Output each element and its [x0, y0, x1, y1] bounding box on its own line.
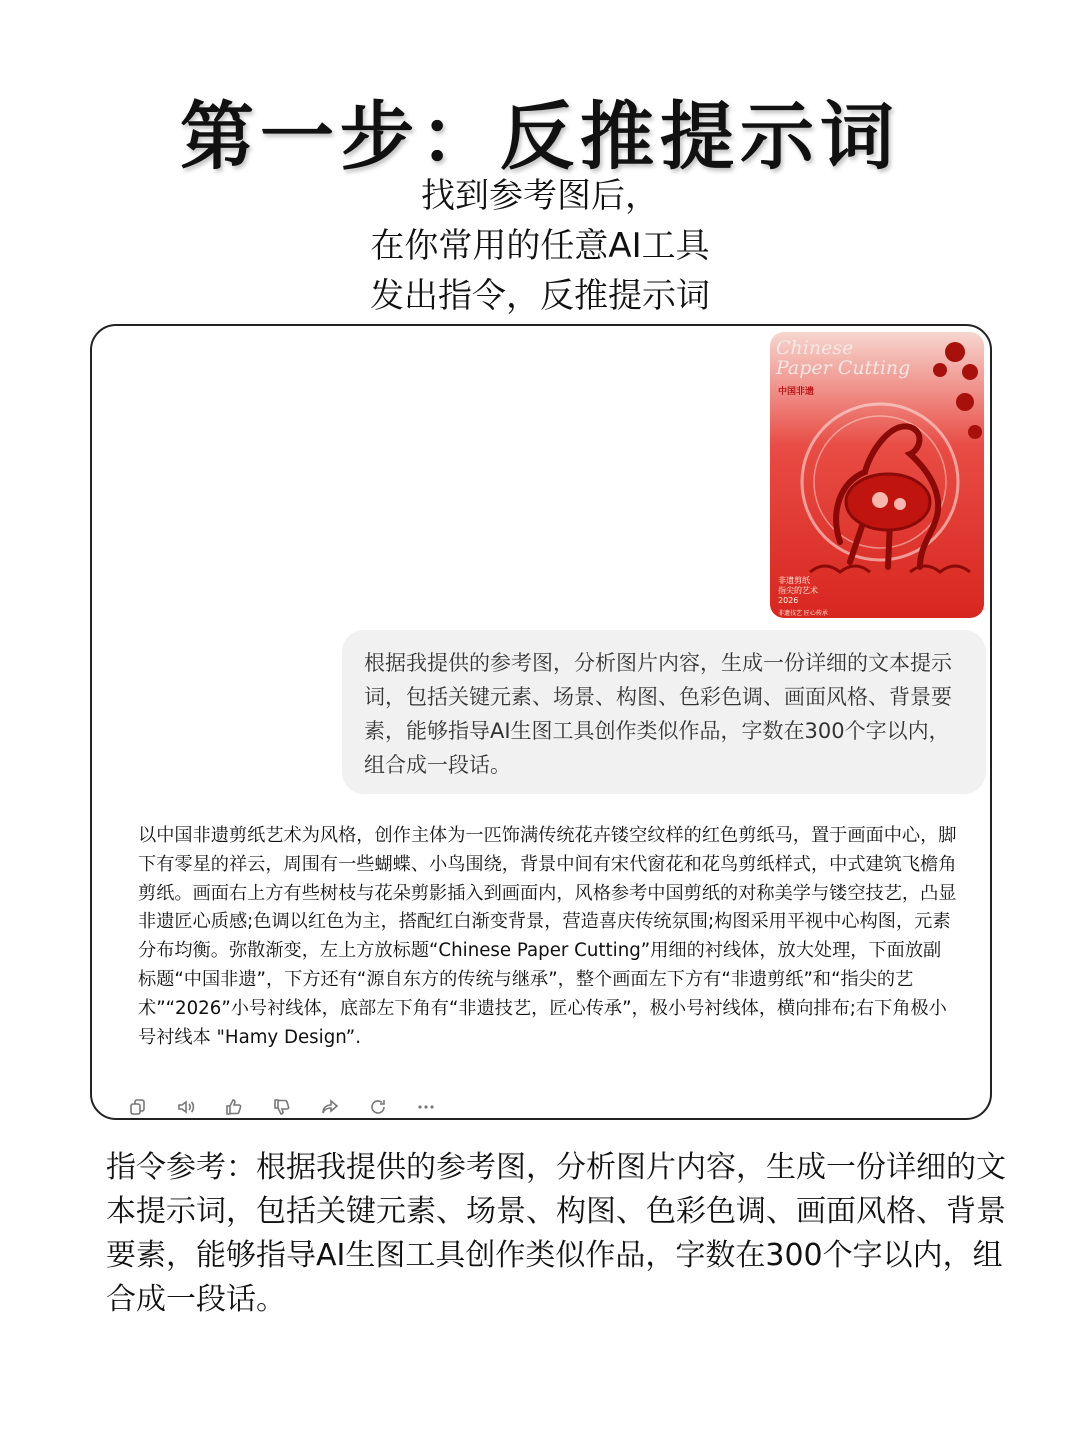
poster-subtitle: 中国非遗	[778, 387, 815, 397]
message-action-bar	[114, 1096, 450, 1118]
speaker-icon[interactable]	[162, 1096, 210, 1118]
poster-title: Chinese Paper Cutting	[776, 337, 911, 379]
subtitle-line-2: 在你常用的任意AI工具	[370, 226, 710, 266]
subtitle-line-1: 找到参考图后，	[421, 176, 659, 216]
regenerate-icon[interactable]	[354, 1096, 402, 1118]
reference-image[interactable]	[770, 332, 984, 618]
share-icon[interactable]	[306, 1096, 354, 1118]
more-icon[interactable]	[402, 1096, 450, 1118]
poster-brand-text: 非遗技艺 匠心传承	[778, 610, 828, 617]
thumbs-up-icon[interactable]	[210, 1096, 258, 1118]
poster-footer-text: 非遗剪纸 指尖的艺术 2026	[778, 576, 818, 605]
page-title: 第一步：反推提示词	[180, 94, 900, 180]
copy-icon[interactable]	[114, 1096, 162, 1118]
instruction-reference-text: 指令参考：根据我提供的参考图，分析图片内容，生成一份详细的文本提示词，包括关键元素、场景、构图、色彩色调、画面风格、背景要素，能够指导AI生图工具创作类似作品，字数在300个字以内，组合成一段话。	[106, 1150, 1006, 1317]
subtitle-line-3: 发出指令，反推提示词	[370, 276, 710, 316]
chat-screenshot	[90, 324, 992, 1120]
thumbs-down-icon[interactable]	[258, 1096, 306, 1118]
user-message-bubble: 根据我提供的参考图，分析图片内容，生成一份详细的文本提示词，包括关键元素、场景、构图、色彩色调、画面风格、背景要素，能够指导AI生图工具创作类似作品，字数在300个字以内，组合成一段话。	[342, 630, 986, 794]
assistant-message: 以中国非遗剪纸艺术为风格，创作主体为一匹饰满传统花卉镂空纹样的红色剪纸马，置于画面中心，脚下有零星的祥云，周围有一些蝴蝶、小鸟围绕，背景中间有宋代窗花和花鸟剪纸样式，中式建筑飞檐角剪纸。画面右上方有些树枝与花朵剪影插入到画面内，风格参考中国剪纸的对称美学与镂空技艺，凸显非遗匠心质感;色调以红色为主，搭配红白渐变背景，营造喜庆传统氛围;构图采用平视中心构图，元素分布均衡。弥散渐变，左上方放标题“Chinese Paper Cutting”用细的衬线体，放大处理，下面放副标题“中国非遗”，下方还有“源自东方的传统与继承”，整个画面左下方有“非遗剪纸”和“指尖的艺术”“2026”小号衬线体，底部左下角有“非遗技艺，匠心传承”，极小号衬线体，横向排布;右下角极小号衬线本 "Hamy Design”.	[138, 825, 957, 1048]
